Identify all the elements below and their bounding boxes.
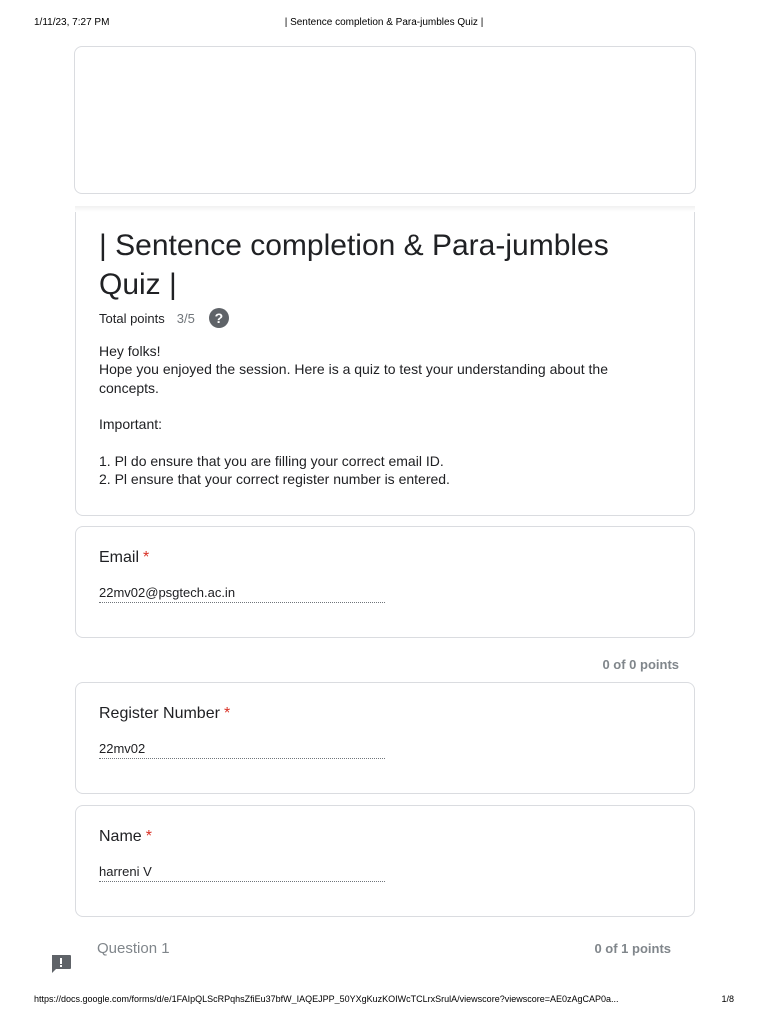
total-points-value: 3/5 — [176, 310, 195, 326]
register-number-question-label — [99, 705, 230, 723]
print-datetime: 1/11/23, 7:27 PM — [34, 17, 110, 28]
register-number-label-text: Register Number — [99, 705, 220, 722]
required-marker: * — [223, 705, 231, 722]
question-1-points: 0 of 1 points — [594, 941, 671, 956]
form-title-card — [75, 206, 695, 516]
description-line: Important: — [99, 416, 163, 433]
print-url: https://docs.google.com/forms/d/e/1FAIpQLScRPqhsZfiEu37bfW_IAQEJPP_50YXgKuzKOIWcTCLrxSrulA/viewscore?viewscore=AE0zAgCAP0a... — [34, 994, 619, 1004]
email-points: 0 of 0 points — [602, 657, 679, 672]
help-circle-icon[interactable]: ? — [209, 308, 229, 328]
name-answer: harreni V — [99, 864, 385, 882]
form-title: | Sentence completion & Para-jumbles Quiz | — [99, 229, 609, 301]
name-question-card — [75, 805, 695, 917]
description-line: 2. Pl ensure that your correct register number is entered. — [99, 471, 450, 488]
print-title: | Sentence completion & Para-jumbles Quiz | — [284, 17, 484, 28]
name-label-text: Name — [99, 828, 142, 845]
page-number: 1/8 — [721, 994, 734, 1004]
form-header-banner — [74, 46, 696, 194]
question-1-label: Question 1 — [97, 940, 170, 957]
report-feedback-icon[interactable] — [50, 954, 72, 974]
email-question-card — [75, 526, 695, 638]
total-points-row — [99, 306, 229, 330]
name-question-label — [99, 828, 152, 846]
total-points-label: Total points — [99, 310, 165, 326]
description-line: 1. Pl do ensure that you are filling your correct email ID. — [99, 452, 444, 469]
print-footer — [34, 994, 734, 1008]
register-number-answer: 22mv02 — [99, 741, 385, 759]
email-answer: 22mv02@psgtech.ac.in — [99, 585, 385, 603]
description-line: Hey folks! — [99, 343, 161, 359]
description-line: Hope you enjoyed the session. Here is a quiz to test your understanding about the concepts. — [99, 361, 608, 396]
required-marker: * — [145, 828, 152, 845]
email-label-text: Email — [99, 549, 140, 566]
form-description — [99, 342, 669, 488]
title-card-top-shadow — [75, 206, 695, 212]
print-header — [34, 17, 734, 31]
email-question-label — [99, 549, 149, 567]
required-marker: * — [143, 549, 150, 566]
register-number-question-card — [75, 682, 695, 794]
